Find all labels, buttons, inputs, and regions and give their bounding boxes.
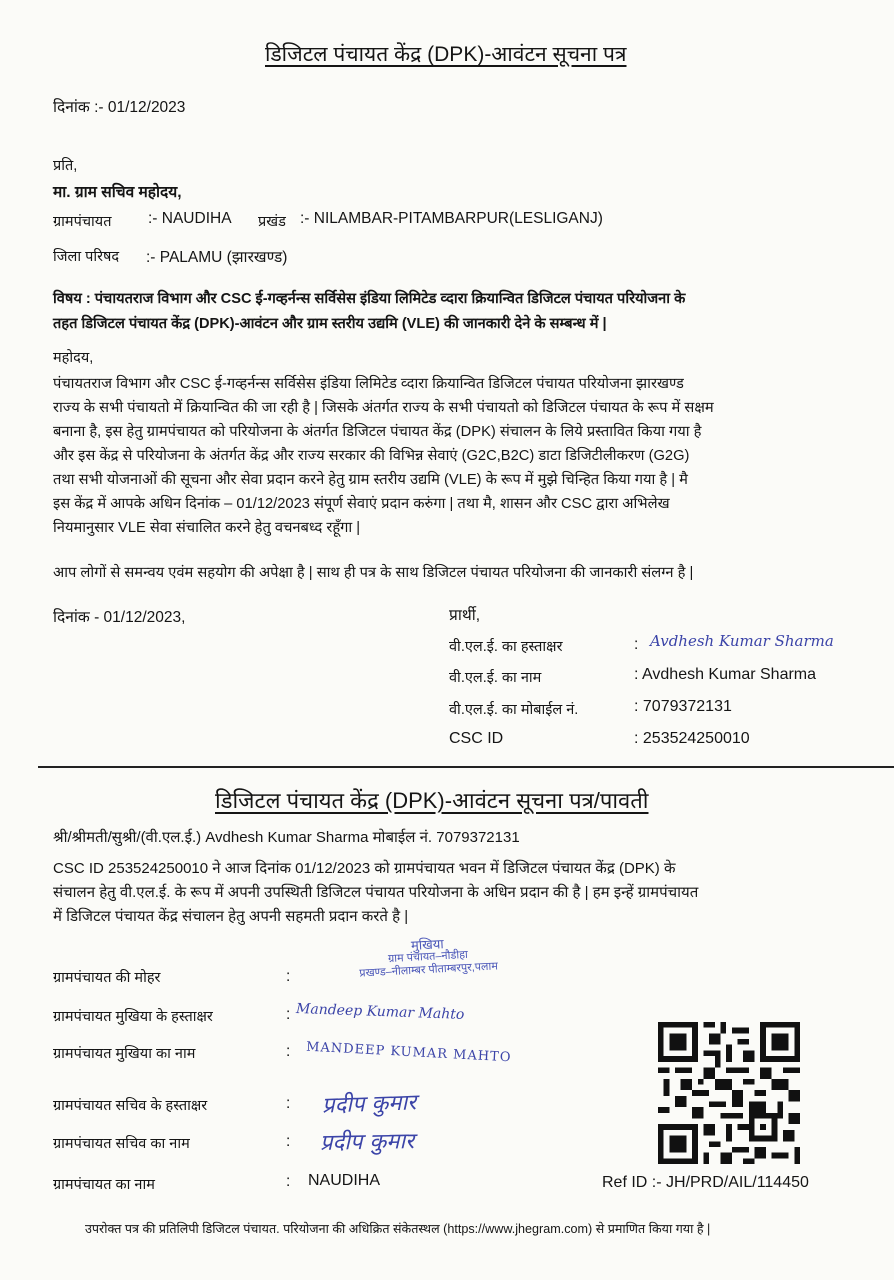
body-line: इस केंद्र में आपके अधिन दिनांक – 01/12/2023 संपूर्ण सेवाएं प्रदान करुंगा | तथा मै, शासन और CSC द्वारा अभिलेख: [53, 496, 670, 512]
gram-panchayat-stamp: [317, 932, 539, 982]
mukhiya-name-label: ग्रामपंचायत मुखिया का नाम: [53, 1046, 196, 1062]
subject-line-2: तहत डिजिटल पंचायत केंद्र (DPK)-आवंटन और ग्राम स्तरीय उद्यमि (VLE) की जानकारी देने के सम्बन्ध में |: [53, 316, 607, 332]
secretary-name-label: ग्रामपंचायत सचिव का नाम: [53, 1136, 190, 1152]
vle-signature: Avdhesh Kumar Sharma: [650, 632, 834, 650]
mukhiya-signature: Mandeep Kumar Mahto: [295, 1001, 465, 1023]
vle-mobile-value: : 7079372131: [634, 698, 732, 715]
receipt-body-line: CSC ID 253524250010 ने आज दिनांक 01/12/2023 को ग्रामपंचायत भवन में डिजिटल पंचायत केंद्र (DPK) के: [53, 860, 676, 877]
to-line: प्रति,: [53, 158, 78, 174]
notice-body: [53, 372, 714, 540]
qr-code-icon: [658, 1022, 800, 1164]
vle-name-label: वी.एल.ई. का नाम: [449, 670, 542, 686]
stamp-colon: :: [286, 968, 291, 985]
gp-name-value: NAUDIHA: [308, 1172, 381, 1189]
body-line: तथा सभी योजनाओं की सूचना और सेवा प्रदान करने हेतु ग्राम स्तरीय उद्यमि (VLE) के रूप में मुझे चिन्हित किया गया है | मै: [53, 472, 688, 488]
vle-name-value: : Avdhesh Kumar Sharma: [634, 666, 817, 683]
stamp-line: मुखिया: [410, 936, 445, 953]
receipt-body-line: में डिजिटल पंचायत केंद्र संचालन हेतु अपनी सहमती प्रदान करते है |: [53, 908, 409, 925]
body-line: बनाना है, इस हेतु ग्रामपंचायत को परियोजना के अंतर्गत डिजिटल पंचायत केंद्र (DPK) संचालन के लिये प्रस्तावित किया गया है: [53, 424, 702, 440]
closing-line: आप लोगों से समन्वय एवंम सहयोग की अपेक्षा है | साथ ही पत्र के साथ डिजिटल पंचायत परियोजना की जानकारी संलग्न है |: [53, 565, 694, 581]
gp-name-colon: :: [286, 1173, 291, 1190]
receipt-vle-line: श्री/श्रीमती/सुश्री/(वी.एल.ई.) Avdhesh Kumar Sharma मोबाईल नं. 7079372131: [53, 829, 520, 846]
secretary-sign-label: ग्रामपंचायत सचिव के हस्ताक्षर: [53, 1098, 208, 1114]
sign-date: दिनांक - 01/12/2023,: [53, 609, 186, 626]
mukhiya-name-colon: :: [286, 1043, 291, 1060]
notice-date: दिनांक :- 01/12/2023: [53, 99, 186, 116]
district-label: जिला परिषद: [53, 249, 120, 265]
salutation: महोदय,: [53, 350, 94, 366]
vle-sign-label: वी.एल.ई. का हस्ताक्षर: [449, 639, 563, 655]
notice-title: डिजिटल पंचायत केंद्र (DPK)-आवंटन सूचना पत्र: [265, 43, 627, 66]
ref-id: Ref ID :- JH/PRD/AIL/114450: [602, 1174, 809, 1191]
section-divider: [38, 766, 894, 768]
stamp-line: ग्राम पंचायत–नौडीहा: [387, 948, 469, 966]
block-label: प्रखंड: [258, 214, 286, 230]
district-value: :- PALAMU (झारखण्ड): [146, 249, 288, 266]
body-line: पंचायतराज विभाग और CSC ई-गव्हर्नन्स सर्विसेस इंडिया लिमिटेड व्दारा क्रियान्वित डिजिटल पंचायत परियोजना झारखण्ड: [53, 376, 684, 392]
gp-name-label: ग्रामपंचायत का नाम: [53, 1177, 155, 1193]
block-value: :- NILAMBAR-PITAMBARPUR(LESLIGANJ): [300, 210, 603, 227]
vle-sign-colon: :: [634, 636, 639, 653]
footer-note: उपरोक्त पत्र की प्रतिलिपी डिजिटल पंचायत. परियोजना की अधिक्रित संकेतस्थल (https://www.jhegram.com) से प्रमाणित किया गया है |: [85, 1222, 711, 1236]
stamp-line: प्रखण्ड–नीलाम्बर पीताम्बरपुर,पलाम: [359, 960, 499, 980]
mukhiya-sign-label: ग्रामपंचायत मुखिया के हस्ताक्षर: [53, 1009, 213, 1025]
secretary-sign-colon: :: [286, 1095, 291, 1112]
addressee: मा. ग्राम सचिव महोदय,: [53, 184, 182, 201]
gp-value: :- NAUDIHA: [148, 210, 232, 227]
mukhiya-name-handwritten: MANDEEP KUMAR MAHTO: [305, 1039, 512, 1066]
secretary-signature: प्रदीप कुमार: [321, 1090, 417, 1119]
vle-mobile-label: वी.एल.ई. का मोबाईल नं.: [449, 702, 579, 718]
receipt-title: डिजिटल पंचायत केंद्र (DPK)-आवंटन सूचना पत्र/पावती: [215, 788, 649, 813]
receipt-body: [53, 857, 698, 929]
body-line: और इस केंद्र से परियोजना के अंतर्गत केंद्र और राज्य सरकार की विभिन्न सेवाएं (G2C,B2C) डाटा डिजिटीलीकरण (G2G): [53, 448, 690, 464]
stamp-label: ग्रामपंचायत की मोहर: [53, 970, 161, 986]
receipt-body-line: संचालन हेतु वी.एल.ई. के रूप में अपनी उपस्थिती डिजिटल पंचायत परियोजना के अधिन प्रदान की है | हम इन्हें ग्रामपंचायत: [53, 884, 699, 901]
csc-label: CSC ID: [449, 730, 504, 747]
gp-label: ग्रामपंचायत: [53, 214, 112, 230]
secretary-name-handwritten: प्रदीप कुमार: [319, 1129, 415, 1156]
body-line: नियमानुसार VLE सेवा संचालित करने हेतु वचनबध्द रहूँगा |: [53, 520, 361, 536]
subject-line-1: विषय : पंचायतराज विभाग और CSC ई-गव्हर्नन्स सर्विसेस इंडिया लिमिटेड व्दारा क्रियान्वित डिजिटल पंचायत परियोजना के: [53, 291, 686, 307]
mukhiya-sign-colon: :: [286, 1006, 291, 1023]
secretary-name-colon: :: [286, 1133, 291, 1150]
csc-value: : 253524250010: [634, 730, 750, 747]
applicant-label: प्रार्थी,: [449, 607, 481, 624]
body-line: राज्य के सभी पंचायतो में क्रियान्वित की जा रही है | जिसके अंतर्गत राज्य के सभी पंचायतो को डिजिटल पंचायत के रूप में सक्षम: [53, 400, 714, 416]
